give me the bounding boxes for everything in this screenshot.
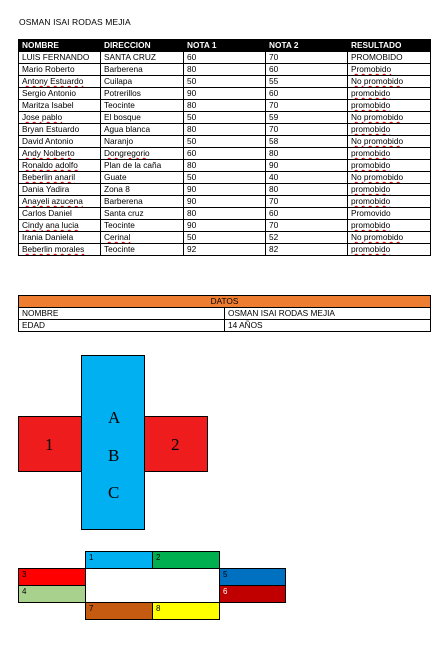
datos-value: OSMAN ISAI RODAS MEJIA: [225, 308, 431, 320]
cross-left-box: [18, 416, 82, 472]
cell-text: 90: [187, 196, 197, 206]
cell-direccion: [101, 88, 184, 100]
cell-nota-2: [266, 196, 348, 208]
cell-resultado: [348, 232, 431, 244]
cell-text: promobido: [351, 100, 391, 110]
strip-cell-3: [18, 568, 86, 586]
cell-direccion: [101, 124, 184, 136]
table-row: [19, 100, 431, 112]
cell-nota-2: [266, 160, 348, 172]
cell-direccion: [101, 196, 184, 208]
cell-direccion: [101, 160, 184, 172]
cell-direccion: [101, 100, 184, 112]
cell-nota-1: [184, 88, 266, 100]
cell-nota-1: [184, 136, 266, 148]
cell-text: 60: [269, 88, 279, 98]
cell-nota-1: [184, 64, 266, 76]
cell-resultado: [348, 244, 431, 256]
datos-row: [19, 320, 431, 332]
cell-text: 80: [187, 64, 197, 74]
strip-cell-label: 1: [89, 553, 94, 562]
cell-text: 50: [187, 136, 197, 146]
table-row: [19, 148, 431, 160]
cell-text: Beberlin anaril: [22, 172, 76, 182]
cell-nota-2: [266, 76, 348, 88]
cell-text: 90: [187, 220, 197, 230]
cell-text: Guate: [104, 172, 127, 182]
cell-nota-1: [184, 244, 266, 256]
cell-text: Cindy ana lucia: [22, 220, 79, 230]
cell-text: Teocinte: [104, 220, 135, 230]
cell-text: 90: [187, 88, 197, 98]
cell-text: 58: [269, 136, 279, 146]
cell-nombre: [19, 148, 101, 160]
cell-text: promobido: [351, 184, 391, 194]
cell-resultado: [348, 52, 431, 64]
cell-text: Barberena: [104, 64, 143, 74]
cell-text: 80: [269, 184, 279, 194]
cell-text: promobido: [351, 148, 391, 158]
cell-nota-2: [266, 148, 348, 160]
cell-nota-2: [266, 208, 348, 220]
cell-text: 55: [269, 76, 279, 86]
cell-nombre: [19, 208, 101, 220]
strip-cell-label: 3: [22, 570, 27, 579]
cell-nota-1: [184, 172, 266, 184]
cell-text: promobido: [351, 88, 391, 98]
cell-nombre: [19, 88, 101, 100]
strip-cell-label: 5: [223, 570, 228, 579]
cell-nota-2: [266, 172, 348, 184]
cell-resultado: [348, 184, 431, 196]
cell-nombre: [19, 172, 101, 184]
cell-text: Ronaldo adolfo: [22, 160, 78, 170]
column-header-nombre: NOMBRE: [19, 40, 101, 52]
cell-resultado: [348, 88, 431, 100]
cell-text: No promobido: [351, 112, 404, 122]
cell-resultado: [348, 76, 431, 88]
cell-nota-2: [266, 88, 348, 100]
cell-nota-2: [266, 244, 348, 256]
cell-nombre: [19, 220, 101, 232]
cell-text: 80: [187, 100, 197, 110]
table-row: [19, 220, 431, 232]
strip-cell-7: [85, 602, 153, 620]
cell-text: 80: [187, 160, 197, 170]
table-row: [19, 196, 431, 208]
cell-nombre: [19, 76, 101, 88]
datos-row: [19, 308, 431, 320]
cell-text: David Antonio: [22, 136, 74, 146]
strip-cell-6: [219, 585, 286, 603]
cell-text: 50: [187, 112, 197, 122]
table-row: [19, 172, 431, 184]
table-row: [19, 112, 431, 124]
cell-direccion: [101, 52, 184, 64]
cell-resultado: [348, 112, 431, 124]
cross-left-label: 1: [45, 435, 54, 454]
cell-text: Bryan Estuardo: [22, 124, 80, 134]
cell-nota-1: [184, 148, 266, 160]
table-row: [19, 52, 431, 64]
strip-cell-5: [219, 568, 286, 586]
cell-text: promobido: [351, 244, 391, 254]
cell-text: 50: [187, 172, 197, 182]
cell-nombre: [19, 64, 101, 76]
cell-nota-1: [184, 232, 266, 244]
cell-text: 60: [187, 52, 197, 62]
cell-text: promobido: [351, 220, 391, 230]
cell-nota-1: [184, 184, 266, 196]
strip-cell-label: 2: [156, 553, 161, 562]
cell-resultado: [348, 220, 431, 232]
cell-text: No promobido: [351, 136, 404, 146]
cell-text: 70: [269, 196, 279, 206]
cell-direccion: [101, 208, 184, 220]
datos-header: DATOS: [19, 296, 431, 308]
cell-nota-1: [184, 100, 266, 112]
cell-nota-1: [184, 220, 266, 232]
cell-text: Dongregorio: [104, 148, 150, 158]
cell-text: Beberlin morales: [22, 244, 85, 254]
cell-text: 70: [269, 124, 279, 134]
column-header-resultado: RESULTADO: [348, 40, 431, 52]
cell-text: Santa cruz: [104, 208, 144, 218]
cell-text: Andy Nolberto: [22, 148, 75, 158]
table-row: [19, 232, 431, 244]
cell-text: El bosque: [104, 112, 141, 122]
grades-table: [18, 39, 431, 256]
datos-label: NOMBRE: [19, 308, 225, 320]
cell-nota-1: [184, 52, 266, 64]
column-header-nota-2: NOTA 2: [266, 40, 348, 52]
cell-text: 90: [269, 160, 279, 170]
cell-text: Jose pablo: [22, 112, 63, 122]
cell-text: 70: [269, 100, 279, 110]
column-header-nota-1: NOTA 1: [184, 40, 266, 52]
cross-letter-a: A: [108, 408, 121, 427]
cell-text: Cuilapa: [104, 76, 133, 86]
cell-resultado: [348, 100, 431, 112]
cell-nota-1: [184, 124, 266, 136]
datos-label: EDAD: [19, 320, 225, 332]
cell-text: Barberena: [104, 196, 143, 206]
cell-text: LUIS FERNANDO: [22, 52, 90, 62]
table-row: [19, 124, 431, 136]
strip-cell-label: 4: [22, 587, 27, 596]
cell-text: 92: [187, 244, 197, 254]
cell-resultado: [348, 172, 431, 184]
cross-center-box: [81, 355, 145, 530]
cell-nota-1: [184, 208, 266, 220]
cell-resultado: [348, 64, 431, 76]
cell-nombre: [19, 196, 101, 208]
cell-nota-2: [266, 232, 348, 244]
cell-text: Agua blanca: [104, 124, 151, 134]
strip-cell-1: [85, 551, 153, 569]
cell-nota-2: [266, 220, 348, 232]
cell-text: 60: [269, 64, 279, 74]
cross-letter-b: B: [108, 446, 120, 465]
cell-text: promobido: [351, 160, 391, 170]
cell-text: Carlos Daniel: [22, 208, 72, 218]
cell-resultado: [348, 148, 431, 160]
cell-text: 60: [269, 208, 279, 218]
cell-text: 59: [269, 112, 279, 122]
cell-text: Potrerillos: [104, 88, 141, 98]
cell-direccion: [101, 112, 184, 124]
cross-letter-c: C: [108, 483, 120, 502]
cell-resultado: [348, 196, 431, 208]
cell-nota-1: [184, 196, 266, 208]
cell-direccion: [101, 64, 184, 76]
cell-nombre: [19, 244, 101, 256]
table-row: [19, 76, 431, 88]
cell-text: 90: [187, 184, 197, 194]
table-row: [19, 184, 431, 196]
cell-text: 60: [187, 148, 197, 158]
cross-right-box: [144, 416, 208, 472]
cell-text: Naranjo: [104, 136, 134, 146]
document-title: OSMAN ISAI RODAS MEJIA: [19, 17, 131, 27]
cell-text: 80: [187, 124, 197, 134]
cell-nombre: [19, 160, 101, 172]
cell-nota-2: [266, 112, 348, 124]
cell-nota-2: [266, 100, 348, 112]
cell-text: 70: [269, 220, 279, 230]
cell-nota-1: [184, 112, 266, 124]
cell-text: Antony Estuardo: [22, 76, 84, 86]
cell-text: Promobido: [351, 64, 392, 74]
cell-direccion: [101, 232, 184, 244]
cell-text: 82: [269, 244, 279, 254]
table-row: [19, 88, 431, 100]
cell-nombre: [19, 112, 101, 124]
cell-text: Cerinal: [104, 232, 131, 242]
datos-value: 14 AÑOS: [225, 320, 431, 332]
strip-cell-8: [152, 602, 220, 620]
table-row: [19, 136, 431, 148]
table-row: [19, 64, 431, 76]
cell-text: 80: [269, 148, 279, 158]
strip-cell-2: [152, 551, 220, 569]
table-row: [19, 208, 431, 220]
cell-nota-1: [184, 76, 266, 88]
cell-text: Plan de la caña: [104, 160, 162, 170]
strip-cell-label: 7: [89, 604, 94, 613]
cell-text: Dania Yadira: [22, 184, 70, 194]
cell-nombre: [19, 124, 101, 136]
cell-text: Irania Daniela: [22, 232, 74, 242]
strip-cell-4: [18, 585, 86, 603]
cell-direccion: [101, 220, 184, 232]
cell-text: promobido: [351, 196, 391, 206]
cell-text: 80: [187, 208, 197, 218]
cell-text: Anayeli azucena: [22, 196, 83, 206]
cell-text: PROMOBIDO: [351, 52, 403, 62]
cell-direccion: [101, 148, 184, 160]
cell-text: 52: [269, 232, 279, 242]
cell-nombre: [19, 232, 101, 244]
cell-text: Mario Roberto: [22, 64, 75, 74]
cell-text: Zona 8: [104, 184, 130, 194]
column-header-direccion: DIRECCION: [101, 40, 184, 52]
cell-nombre: [19, 184, 101, 196]
cell-direccion: [101, 76, 184, 88]
cell-nota-2: [266, 124, 348, 136]
cell-text: 50: [187, 232, 197, 242]
cell-resultado: [348, 136, 431, 148]
cell-text: Sergio Antonio: [22, 88, 76, 98]
cell-text: 40: [269, 172, 279, 182]
cell-text: promobido: [351, 124, 391, 134]
cell-text: No promobido: [351, 172, 404, 182]
cell-nota-2: [266, 64, 348, 76]
cell-nota-2: [266, 184, 348, 196]
grades-header-row: [19, 40, 431, 52]
cell-text: Maritza Isabel: [22, 100, 74, 110]
cell-text: SANTA CRUZ: [104, 52, 156, 62]
cell-text: No promobido: [351, 76, 404, 86]
strip-center-box: [85, 568, 220, 603]
cell-resultado: [348, 160, 431, 172]
cell-nota-1: [184, 160, 266, 172]
cell-nombre: [19, 136, 101, 148]
cell-nota-2: [266, 136, 348, 148]
cross-right-label: 2: [171, 435, 180, 454]
cell-nombre: [19, 100, 101, 112]
strip-cell-label: 8: [156, 604, 161, 613]
cell-text: Teocinte: [104, 244, 135, 254]
cell-text: Teocinte: [104, 100, 135, 110]
cell-direccion: [101, 172, 184, 184]
cell-text: Promovido: [351, 208, 391, 218]
cell-text: 50: [187, 76, 197, 86]
cell-nota-2: [266, 52, 348, 64]
strip-cell-label: 6: [223, 587, 228, 596]
table-row: [19, 160, 431, 172]
cell-text: 70: [269, 52, 279, 62]
cell-direccion: [101, 184, 184, 196]
cell-direccion: [101, 244, 184, 256]
cell-resultado: [348, 124, 431, 136]
cell-nombre: [19, 52, 101, 64]
cell-resultado: [348, 208, 431, 220]
cell-direccion: [101, 136, 184, 148]
table-row: [19, 244, 431, 256]
datos-table: [18, 295, 431, 332]
cell-text: No promobido: [351, 232, 404, 242]
